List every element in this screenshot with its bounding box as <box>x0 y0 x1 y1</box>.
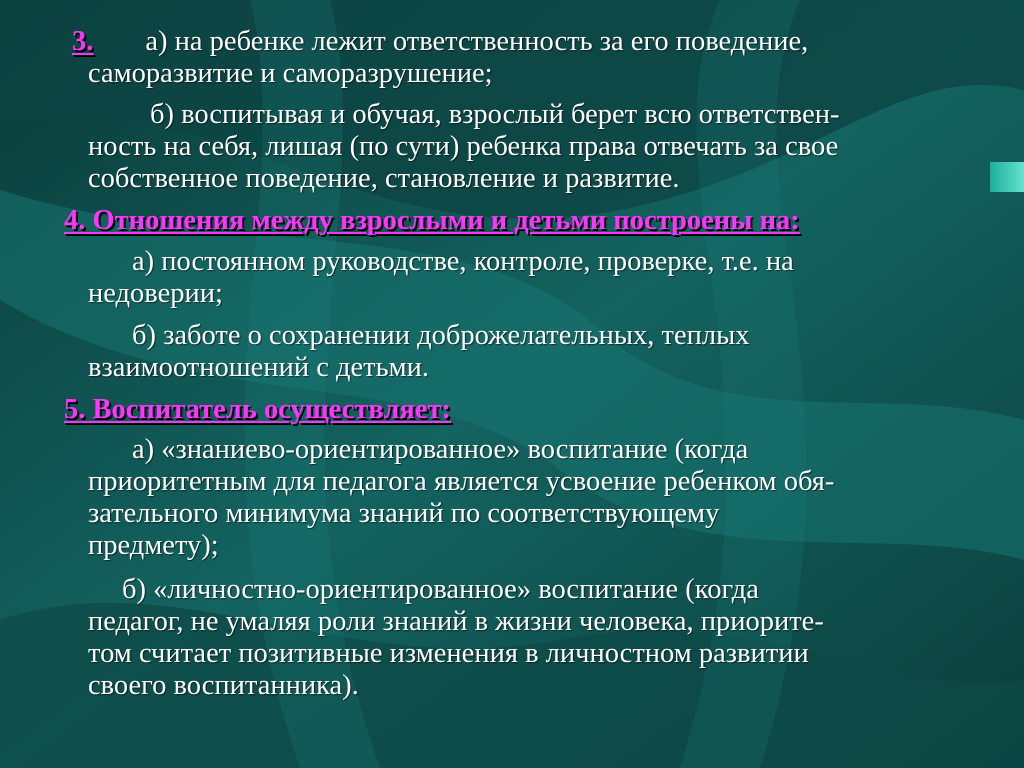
paragraph-5b <box>88 574 824 702</box>
paragraph-3a-text-1: а) на ребенке лежит ответственность за его поведение, <box>145 26 809 57</box>
paragraph-3b-line-3: собственное поведение, становление и развитие. <box>88 163 680 194</box>
paragraph-3b-line-1: б) воспитывая и обучая, взрослый берет всю ответствен- <box>150 99 840 130</box>
paragraph-4b-line-1: б) заботе о сохранении доброжелательных, теплых <box>132 320 750 351</box>
paragraph-5a-line-3: зательного минимума знаний по соответствующему <box>88 498 720 529</box>
paragraph-3b-line-2: ность на себя, лишая (по сути) ребенка права отвечать за свое <box>88 131 839 162</box>
paragraph-5b-line-3: том считает позитивные изменения в личностном развитии <box>88 638 809 669</box>
paragraph-4a-line-2: недоверии; <box>88 278 223 309</box>
paragraph-5a-line-4: предмету); <box>88 530 219 561</box>
item-number-3: 3. <box>72 26 94 57</box>
paragraph-4a <box>88 246 794 310</box>
heading-4: 4. Отношения между взрослыми и детьми построены на: <box>64 205 800 236</box>
paragraph-3b <box>88 99 839 195</box>
paragraph-3a <box>72 26 808 90</box>
paragraph-5a-line-1: а) «знаниево-ориентированное» воспитание (когда <box>132 434 749 465</box>
paragraph-5a <box>88 434 834 562</box>
paragraph-5a-line-2: приоритетным для педагога является усвоение ребенком обя- <box>88 466 835 497</box>
paragraph-4b <box>88 320 749 384</box>
side-tab-marker <box>990 162 1024 192</box>
paragraph-3a-line-2: саморазвитие и саморазрушение; <box>88 58 493 89</box>
paragraph-4a-line-1: а) постоянном руководстве, контроле, проверке, т.е. на <box>132 246 794 277</box>
paragraph-5b-line-2: педагог, не умаляя роли знаний в жизни человека, приорите- <box>88 606 824 637</box>
paragraph-3a-line-1 <box>72 26 808 58</box>
paragraph-5b-line-4: своего воспитанника). <box>88 670 359 701</box>
paragraph-4b-line-2: взаимоотношений с детьми. <box>88 352 429 383</box>
paragraph-5b-line-1: б) «личностно-ориентированное» воспитание (когда <box>122 574 759 605</box>
heading-5: 5. Воспитатель осуществляет: <box>64 394 451 425</box>
